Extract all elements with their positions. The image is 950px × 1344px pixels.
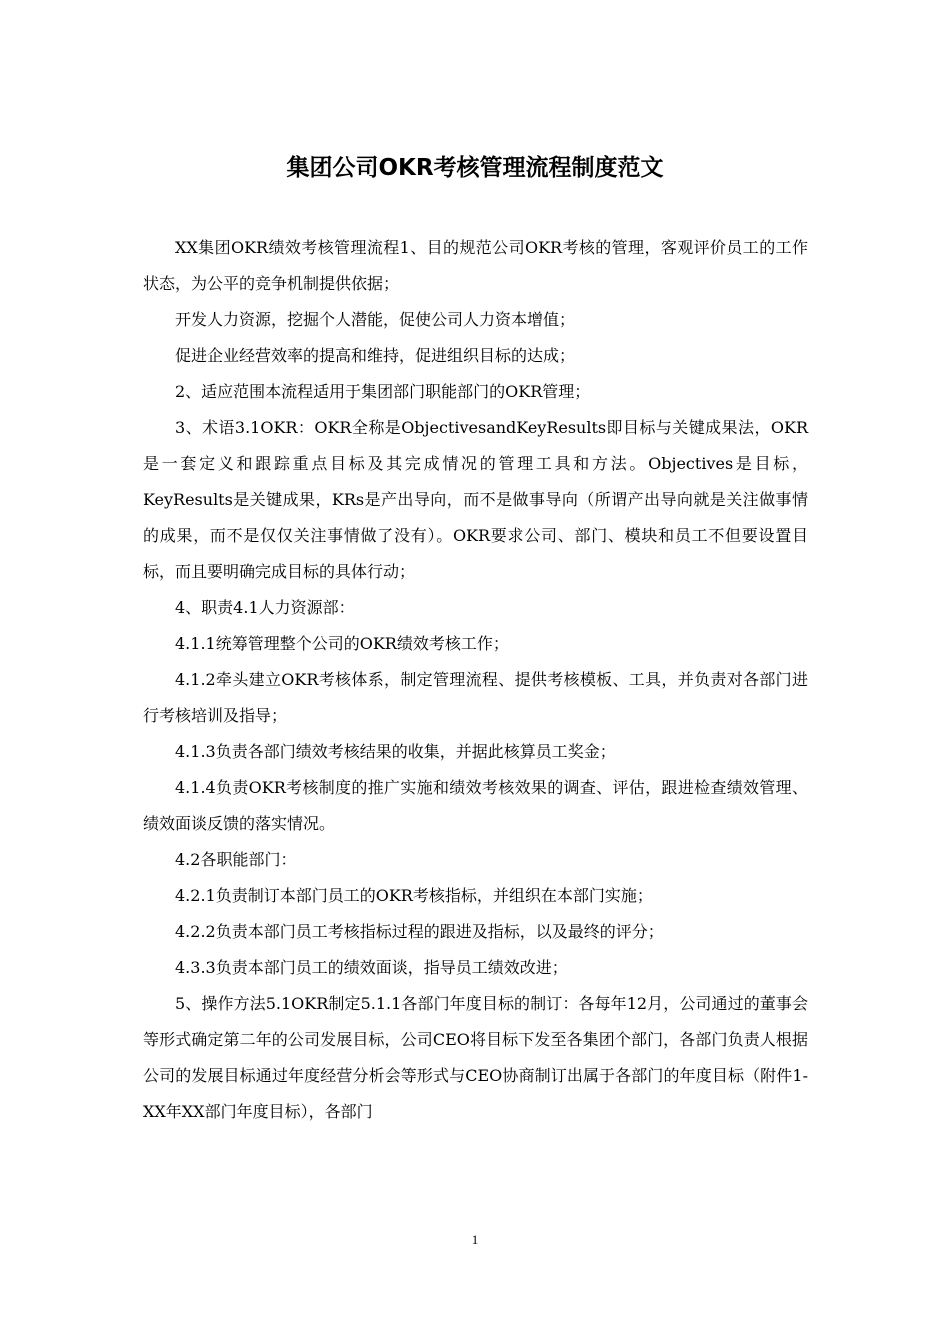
paragraph-duty-4-1-4: 4.1.4负责OKR考核制度的推广实施和绩效考核效果的调查、评估，跟进检查绩效管理、绩效面谈反馈的落实情况。 <box>143 778 808 833</box>
paragraph-duty-4-2-1: 4.2.1负责制订本部门员工的OKR考核指标，并组织在本部门实施； <box>175 886 653 905</box>
paragraph-purpose: XX集团OKR绩效考核管理流程1、目的规范公司OKR考核的管理，客观评价员工的工作状态，为公平的竞争机制提供依据； <box>143 238 808 293</box>
paragraph-duties-hr: 4、职责4.1人力资源部： <box>175 598 355 617</box>
paragraph-efficiency: 促进企业经营效率的提高和维持，促进组织目标的达成； <box>175 346 576 365</box>
paragraph-develop-hr: 开发人力资源，挖掘个人潜能，促使公司人力资本增值； <box>175 310 576 329</box>
paragraph-methods: 5、操作方法5.1OKR制定5.1.1各部门年度目标的制订：各每年12月，公司通过的董事会等形式确定第二年的公司发展目标，公司CEO将目标下发至各集团个部门，各部门负责人根据公司的发展目标通过年度经营分析会等形式与CEO协商制订出属于各部门的年度目标（附件1-XX年XX部门年度目标），各部门 <box>143 994 808 1121</box>
paragraph-duty-4-2-2: 4.2.2负责本部门员工考核指标过程的跟进及指标，以及最终的评分； <box>175 922 664 941</box>
paragraph-terms: 3、术语3.1OKR：OKR全称是ObjectivesandKeyResults即目标与关键成果法，OKR是一套定义和跟踪重点目标及其完成情况的管理工具和方法。Objectives是目标，KeyResults是关键成果，KRs是产出导向，而不是做事导向（所谓产出导向就是关注做事情的成果，而不是仅仅关注事情做了没有）。OKR要求公司、部门、模块和员工不但要设置目标，而且要明确完成目标的具体行动； <box>143 418 808 581</box>
paragraph-duty-4-3-3: 4.3.3负责本部门员工的绩效面谈，指导员工绩效改进； <box>175 958 568 977</box>
paragraph-duties-departments: 4.2各职能部门： <box>175 850 297 869</box>
paragraph-duty-4-1-3: 4.1.3负责各部门绩效考核结果的收集，并据此核算员工奖金； <box>175 742 616 761</box>
paragraph-duty-4-1-1: 4.1.1统筹管理整个公司的OKR绩效考核工作； <box>175 634 509 653</box>
document-title: 集团公司OKR考核管理流程制度范文 <box>286 155 664 181</box>
page-number: 1 <box>471 1232 479 1247</box>
paragraph-scope: 2、适应范围本流程适用于集团部门职能部门的OKR管理； <box>175 382 591 401</box>
paragraph-duty-4-1-2: 4.1.2牵头建立OKR考核体系，制定管理流程、提供考核模板、工具，并负责对各部门进行考核培训及指导； <box>143 670 808 725</box>
document-body <box>143 230 808 1130</box>
